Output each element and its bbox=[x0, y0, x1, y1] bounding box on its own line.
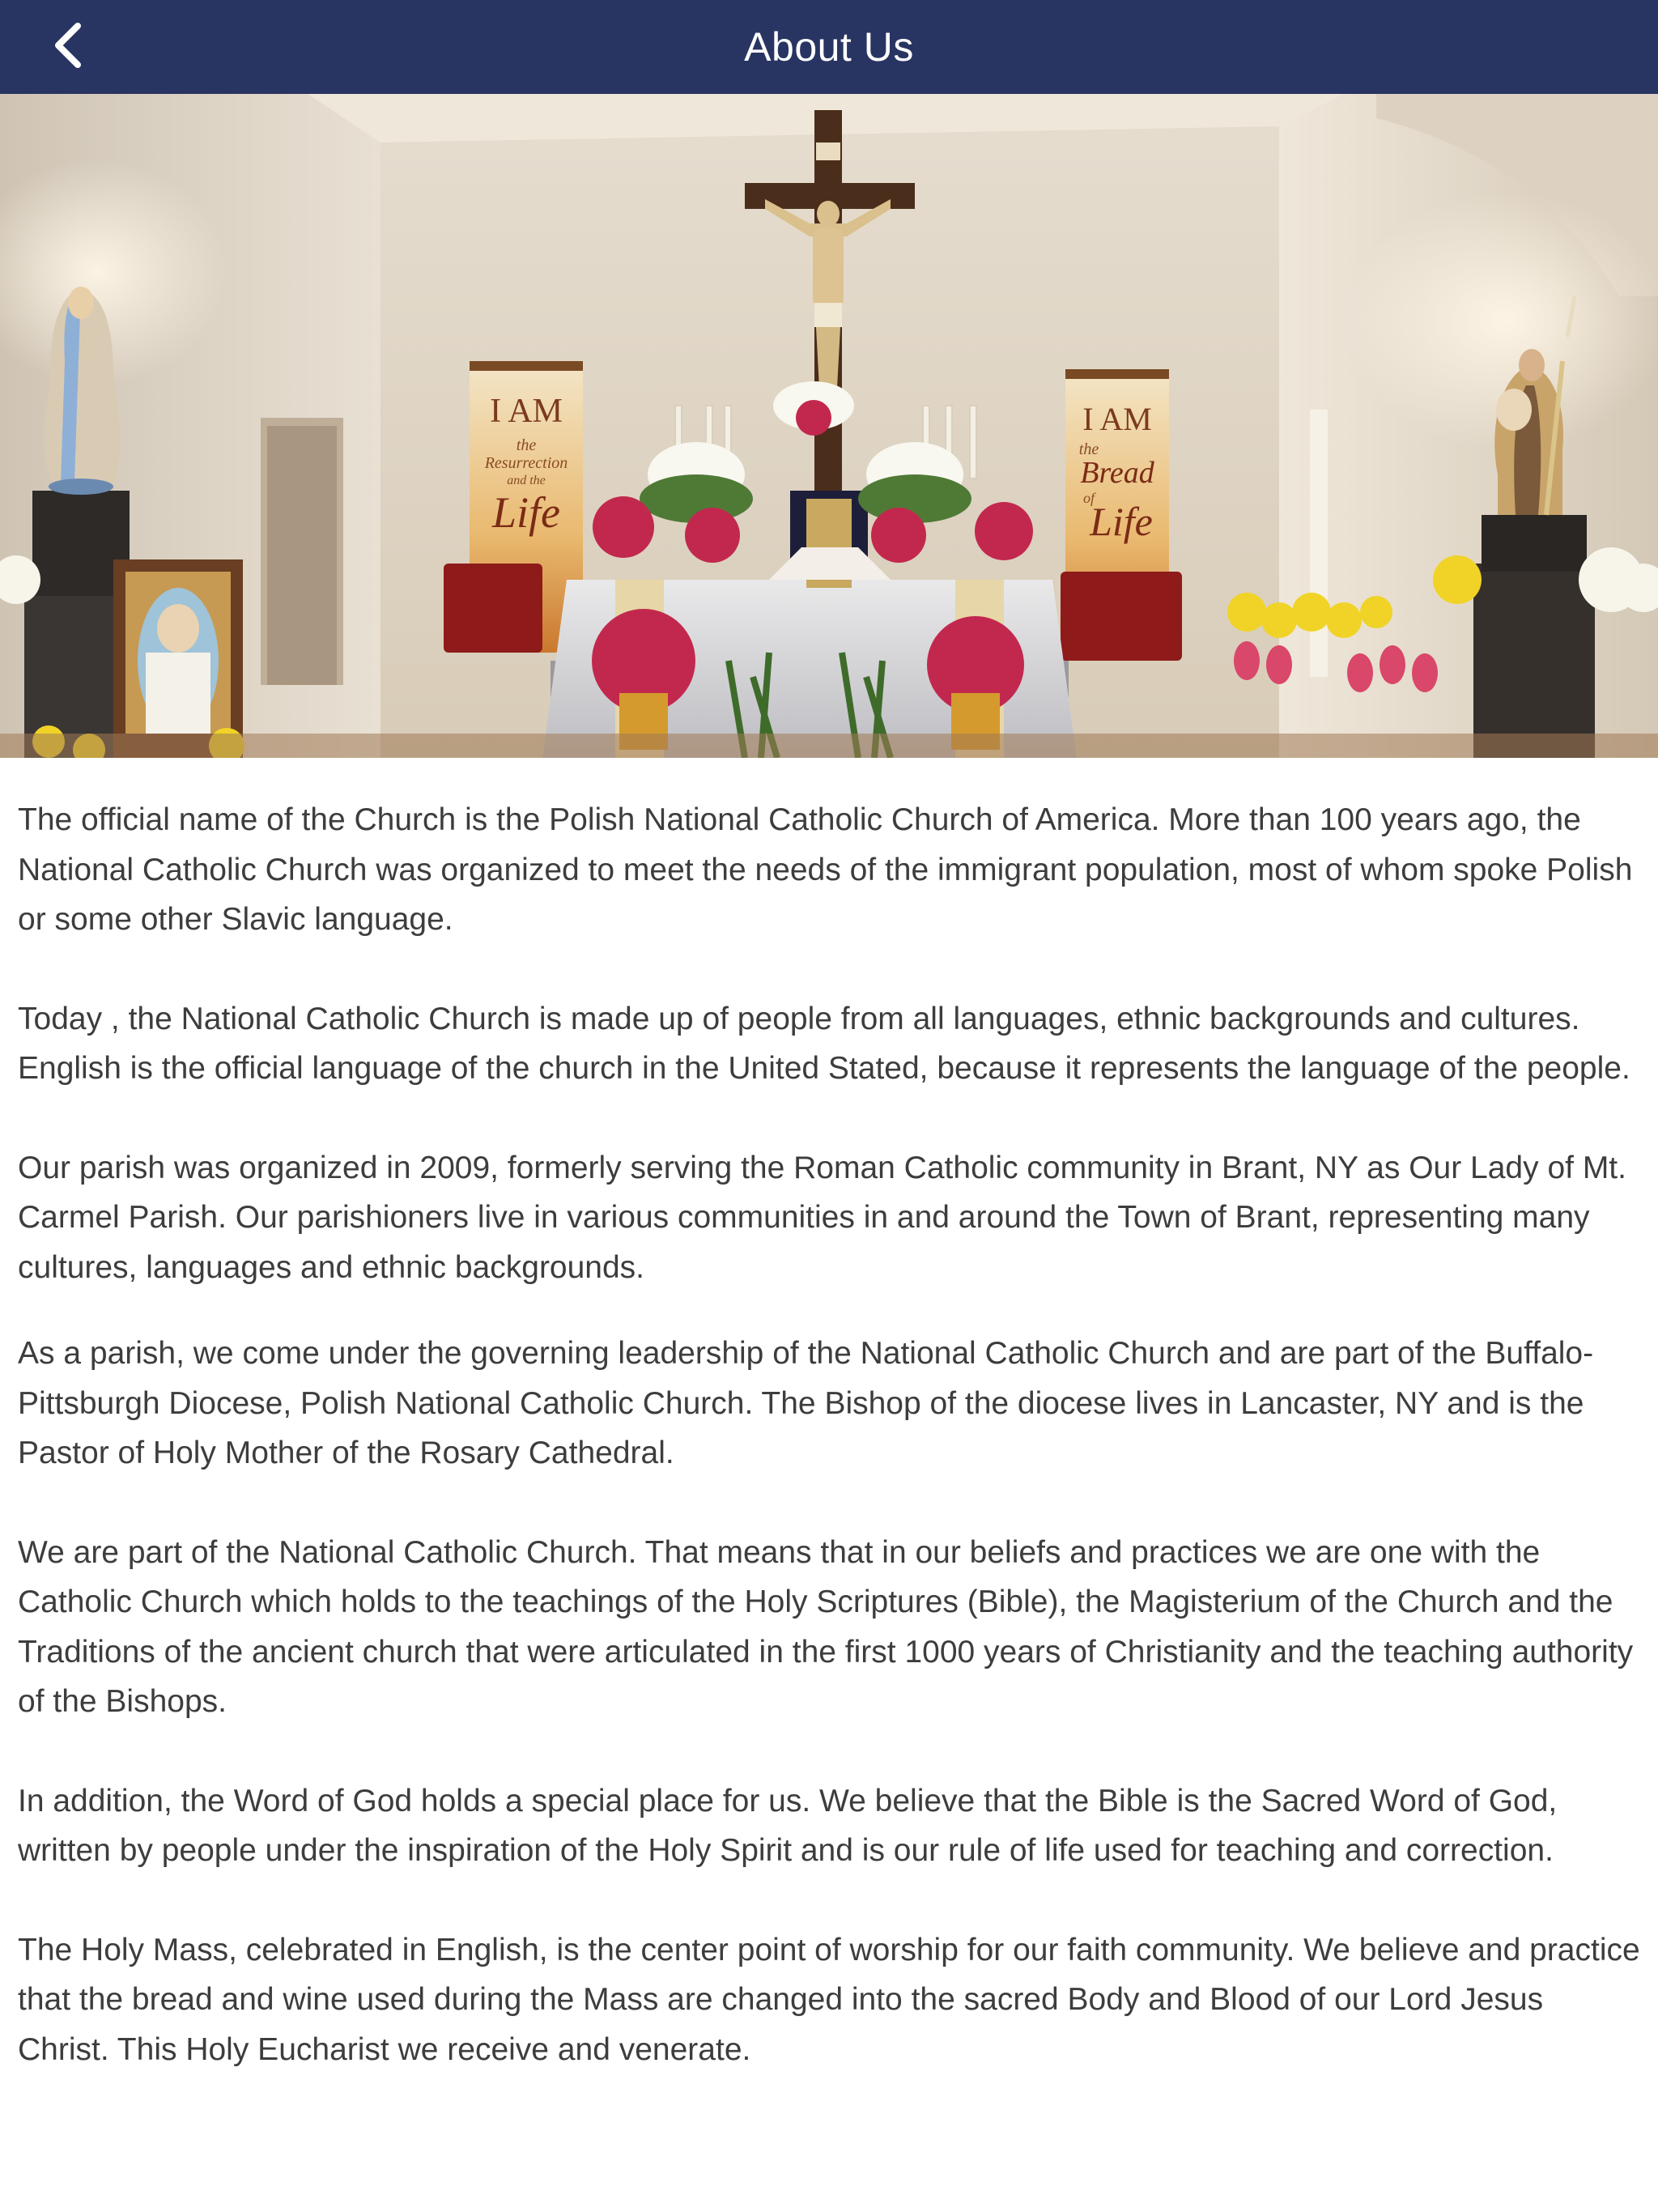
paragraph-holy-mass: The Holy Mass, celebrated in English, is the center point of worship for our faith community. We believe and practice that the bread and wine used during the Mass are changed into the sacred Body and Blood of our Lord Jesus Christ. This Holy Eucharist we receive and venerate. bbox=[18, 1932, 1640, 2067]
page-title: About Us bbox=[744, 24, 914, 70]
banner-left-title: I AM bbox=[490, 393, 563, 430]
paragraph-parish-history: Our parish was organized in 2009, formerly serving the Roman Catholic community in Brant, NY as Our Lady of Mt. Carmel Parish. Our parishioners live in various communities in and around the Town of Brant, representing many cultures, languages and ethnic backgrounds. bbox=[18, 1150, 1626, 1285]
chevron-left-icon bbox=[50, 21, 86, 74]
paragraph-beliefs: We are part of the National Catholic Church. That means that in our beliefs and practices we are one with the Catholic Church which holds to the teachings of the Holy Scriptures (Bible), the Magisterium of the Church and the Traditions of the ancient church that were articulated in the first 1000 years of Christianity and the teaching authority of the Bishops. bbox=[18, 1534, 1634, 1719]
svg-text:Resurrection: Resurrection bbox=[484, 454, 568, 472]
svg-text:of: of bbox=[1082, 490, 1095, 506]
church-altar-photo bbox=[0, 94, 1658, 758]
svg-text:the: the bbox=[1078, 440, 1099, 458]
paragraph-diocese: As a parish, we come under the governing leadership of the National Catholic Church and are part of the Buffalo-Pittsburgh Diocese, Polish National Catholic Church. The Bishop of the diocese lives in Lancaster, NY and is the Pastor of Holy Mother of the Rosary Cathedral. bbox=[18, 1336, 1594, 1470]
svg-text:Bread: Bread bbox=[1080, 456, 1154, 490]
svg-text:and the: and the bbox=[507, 474, 546, 487]
about-content bbox=[18, 795, 1642, 2124]
paragraph-today: Today , the National Catholic Church is made up of people from all languages, ethnic backgrounds and cultures. English is the official language of the church in the United Stated, because it represents the language of the people. bbox=[18, 1001, 1630, 1086]
svg-text:Life: Life bbox=[491, 488, 561, 537]
top-nav-bar bbox=[0, 0, 1658, 94]
back-button[interactable] bbox=[37, 16, 99, 78]
paragraph-official-name: The official name of the Church is the Polish National Catholic Church of America. More than 100 years ago, the National Catholic Church was organized to meet the needs of the immigrant population, most of whom spoke Polish or some other Slavic language. bbox=[18, 802, 1633, 937]
banner-right-title: I AM bbox=[1082, 401, 1152, 437]
svg-text:Life: Life bbox=[1090, 499, 1153, 544]
svg-text:the: the bbox=[516, 436, 537, 454]
paragraph-word-of-god: In addition, the Word of God holds a special place for us. We believe that the Bible is the Sacred Word of God, written by people under the inspiration of the Holy Spirit and is our rule of life used for teaching and correction. bbox=[18, 1783, 1558, 1868]
